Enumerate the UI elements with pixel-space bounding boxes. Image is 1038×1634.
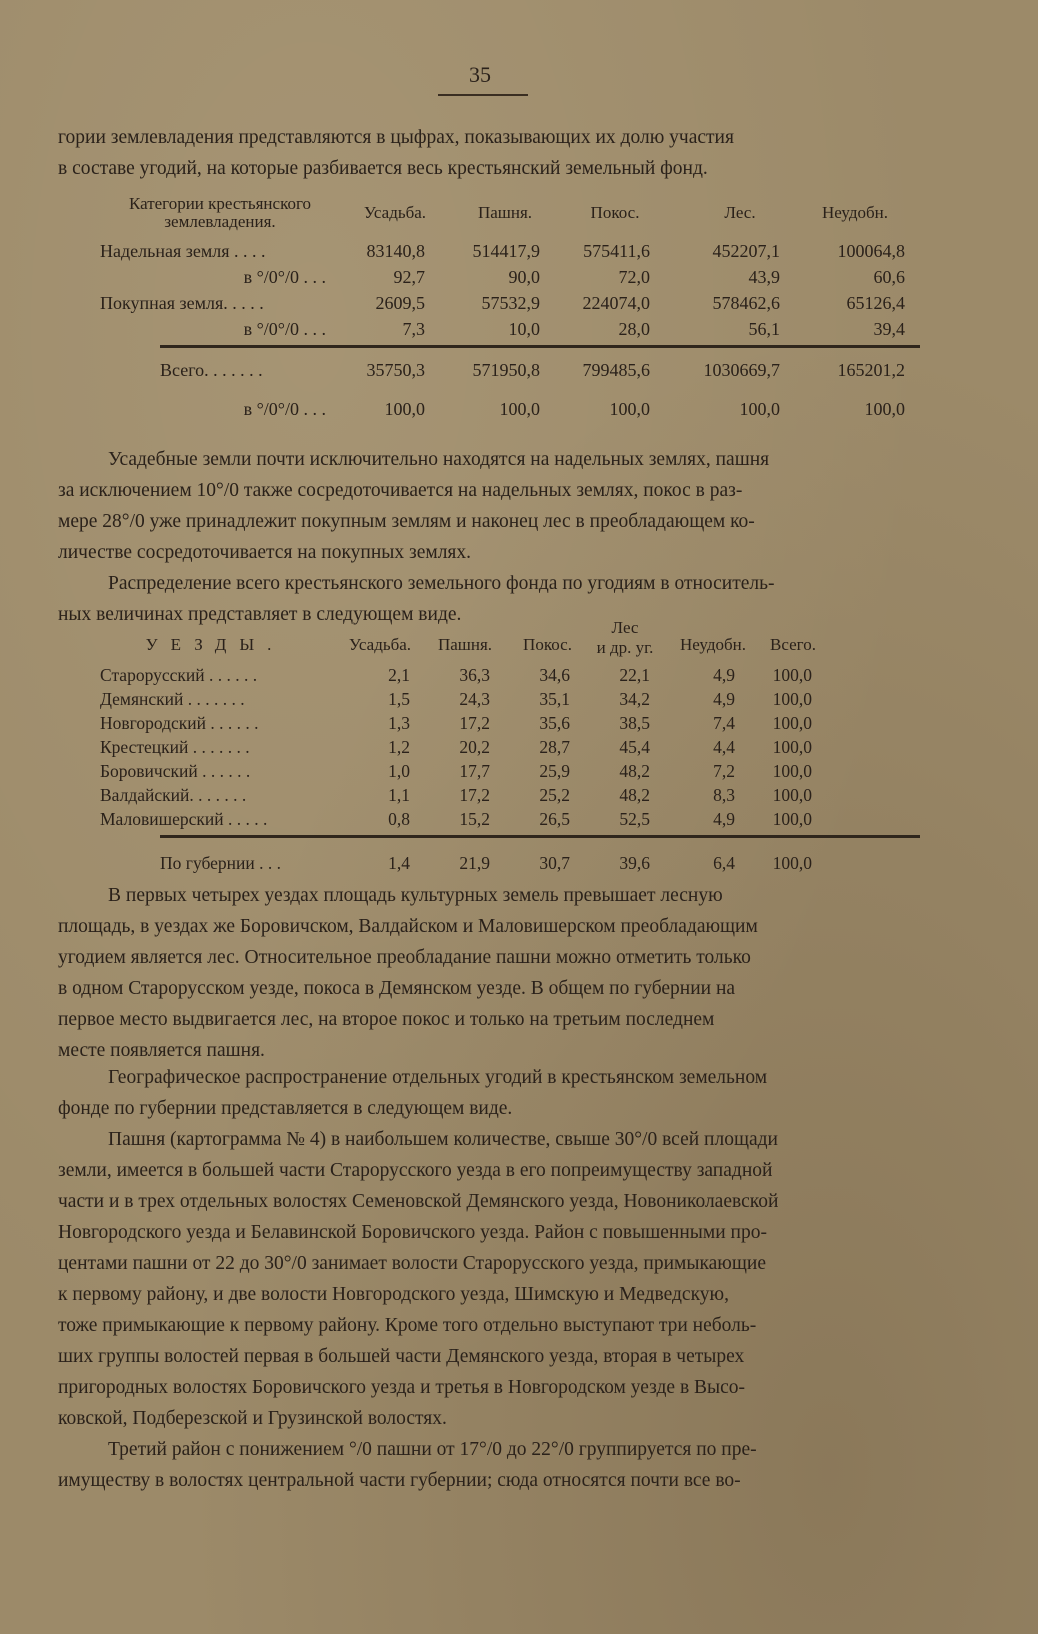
row-label: Всего. . . . . . .	[160, 360, 263, 380]
cell: 4,9	[713, 689, 735, 709]
text-line: фонде по губернии представляется в следующем виде.	[58, 1098, 513, 1119]
cell: 39,6	[619, 853, 650, 873]
text-line: Географическое распространение отдельных угодий в крестьянском земельном	[108, 1067, 768, 1088]
cell: 100,0	[384, 399, 425, 419]
row-label: в °/0°/0 . . .	[243, 319, 326, 339]
column-header-les: Лес и др. уг.	[596, 618, 654, 657]
text-line: месте появляется пашня.	[58, 1040, 265, 1061]
cell: 72,0	[618, 267, 650, 287]
table-row	[90, 241, 930, 267]
row-label: Старорусский . . . . . .	[100, 665, 258, 685]
cell: 10,0	[508, 319, 540, 339]
cell: 1030669,7	[703, 360, 780, 380]
table-total-pct-row	[90, 399, 930, 425]
cell: 21,9	[459, 853, 490, 873]
text-line: площадь, в уездах же Боровичском, Валдайском и Маловишерском преобладающим	[58, 916, 758, 937]
table-row	[90, 713, 930, 737]
cell: 83140,8	[366, 241, 425, 261]
text-line: центами пашни от 22 до 30°/0 занимает волости Старорусского уезда, примыкающие	[58, 1253, 766, 1274]
column-header: Пашня.	[437, 635, 493, 654]
table-row	[90, 267, 930, 293]
table-row	[90, 665, 930, 689]
cell: 514417,9	[472, 241, 540, 261]
cell: 7,2	[713, 761, 735, 781]
cell: 6,4	[713, 853, 735, 873]
cell: 575411,6	[583, 241, 650, 261]
cell: 1,2	[388, 737, 410, 757]
column-header: Покос.	[590, 203, 640, 222]
column-header-category: Категории крестьянского землевладения.	[128, 194, 312, 231]
cell: 100,0	[772, 761, 812, 781]
row-label: Валдайский. . . . . . .	[100, 785, 247, 805]
intro-paragraph	[58, 122, 928, 184]
row-label: Надельная земля . . . .	[100, 241, 266, 261]
cell: 20,2	[459, 737, 490, 757]
column-header: Усадьба.	[363, 203, 427, 222]
column-header: Пашня.	[477, 203, 533, 222]
row-label: Покупная земля. . . . .	[100, 293, 264, 313]
text-line: в составе угодий, на которые разбивается весь крестьянский земельный фонд.	[58, 158, 708, 179]
text-line: Пашня (картограмма № 4) в наибольшем количестве, свыше 30°/0 всей площади	[108, 1129, 778, 1150]
table-total-row	[90, 853, 930, 877]
cell: 34,6	[539, 665, 570, 685]
row-label: Демянский . . . . . . .	[100, 689, 245, 709]
row-label: Маловишерский . . . . .	[100, 809, 268, 829]
cell: 35,1	[539, 689, 570, 709]
cell: 28,0	[618, 319, 650, 339]
text-line: Третий район с понижением °/0 пашни от 17°/0 до 22°/0 группируется по пре-	[108, 1439, 757, 1460]
cell: 578462,6	[712, 293, 780, 313]
cell: 56,1	[748, 319, 780, 339]
cell: 2,1	[388, 665, 410, 685]
text-line: имуществу в волостях центральной части губернии; сюда относятся почти все во-	[58, 1470, 741, 1491]
cell: 90,0	[508, 267, 540, 287]
cell: 1,0	[388, 761, 410, 781]
table-row	[90, 809, 930, 833]
cell: 100,0	[772, 665, 812, 685]
cell: 571950,8	[472, 360, 540, 380]
cell: 100,0	[772, 785, 812, 805]
page-number: 35	[469, 62, 491, 87]
table-total-row	[90, 360, 930, 386]
cell: 36,3	[459, 665, 490, 685]
cell: 92,7	[393, 267, 425, 287]
cell: 43,9	[748, 267, 780, 287]
cell: 100,0	[609, 399, 650, 419]
row-label: Боровичский . . . . . .	[100, 761, 251, 781]
cell: 1,1	[388, 785, 410, 805]
row-label: в °/0°/0 . . .	[243, 267, 326, 287]
column-header: Покос.	[523, 635, 572, 654]
cell: 100,0	[499, 399, 540, 419]
cell: 2609,5	[375, 293, 425, 313]
row-label: Новгородский . . . . . .	[100, 713, 259, 733]
cell: 100,0	[772, 809, 812, 829]
text-line: за исключением 10°/0 также сосредоточивается на надельных землях, покос в раз-	[58, 480, 743, 501]
text-line: к первому району, и две волости Новгородского уезда, Шимскую и Медведскую,	[58, 1284, 729, 1305]
paragraph	[58, 568, 928, 630]
text-line: пригородных волостях Боровичского уезда и третья в Новгородском уезде в Высо-	[58, 1377, 746, 1398]
row-label: По губернии . . .	[160, 853, 281, 873]
cell: 22,1	[619, 665, 650, 685]
cell: 28,7	[539, 737, 570, 757]
cell: 1,3	[388, 713, 410, 733]
cell: 452207,1	[712, 241, 780, 261]
cell: 52,5	[619, 809, 650, 829]
text-line: ковской, Подберезской и Грузинской волостях.	[58, 1408, 447, 1429]
cell: 1,4	[388, 853, 410, 873]
text-line: земли, имеется в большей части Старорусского уезда в его попреимуществу западной	[58, 1160, 773, 1181]
text-line: в одном Старорусском уезде, покоса в Демянском уезде. В общем по губернии на	[58, 978, 736, 999]
cell: 7,4	[713, 713, 735, 733]
text-line: Новгородского уезда и Белавинской Боровичского уезда. Район с повышенными про-	[58, 1222, 767, 1243]
paragraph	[58, 444, 928, 568]
text-line: личестве сосредоточивается на покупных землях.	[58, 542, 472, 563]
cell: 100,0	[772, 713, 812, 733]
column-header: Усадьба.	[348, 635, 412, 654]
cell: 45,4	[619, 737, 650, 757]
cell: 17,2	[459, 785, 490, 805]
table-row	[90, 293, 930, 319]
column-header: Неудобн.	[680, 635, 746, 654]
cell: 57532,9	[481, 293, 540, 313]
cell: 100,0	[864, 399, 905, 419]
cell: 100,0	[772, 853, 812, 873]
cell: 4,9	[713, 665, 735, 685]
column-header-uezd: УЕЗДЫ.	[145, 635, 285, 654]
column-header: Неудобн.	[822, 203, 888, 222]
cell: 799485,6	[582, 360, 650, 380]
text-line: гории землевладения представляются в цыфрах, показывающих их долю участия	[58, 127, 734, 148]
column-header: Всего.	[770, 635, 816, 654]
cell: 48,2	[619, 785, 650, 805]
cell: 35750,3	[366, 360, 425, 380]
table-rule	[160, 345, 920, 348]
paragraph	[58, 1124, 928, 1434]
cell: 39,4	[873, 319, 905, 339]
table-row	[90, 319, 930, 345]
cell: 7,3	[402, 319, 425, 339]
cell: 25,9	[539, 761, 570, 781]
cell: 100,0	[772, 737, 812, 757]
text-line: Распределение всего крестьянского земельного фонда по угодиям в относитель-	[108, 573, 775, 594]
cell: 26,5	[539, 809, 570, 829]
paragraph	[58, 1062, 928, 1124]
paragraph	[58, 1434, 928, 1496]
cell: 17,2	[459, 713, 490, 733]
cell: 0,8	[388, 809, 410, 829]
cell: 15,2	[459, 809, 490, 829]
cell: 65126,4	[846, 293, 905, 313]
text-line: угодием является лес. Относительное преобладание пашни можно отметить только	[58, 947, 751, 968]
row-label: Крестецкий . . . . . . .	[100, 737, 250, 757]
table-row	[90, 737, 930, 761]
cell: 60,6	[873, 267, 905, 287]
table-row	[90, 785, 930, 809]
cell: 224074,0	[582, 293, 650, 313]
cell: 34,2	[619, 689, 650, 709]
text-line: первое место выдвигается лес, на второе покос и только на третьим последнем	[58, 1009, 715, 1030]
cell: 165201,2	[837, 360, 905, 380]
text-line: В первых четырех уездах площадь культурных земель превышает лесную	[108, 885, 723, 906]
cell: 100064,8	[837, 241, 905, 261]
cell: 30,7	[539, 853, 570, 873]
paragraph	[58, 880, 928, 1066]
cell: 4,4	[713, 737, 735, 757]
cell: 100,0	[772, 689, 812, 709]
cell: 17,7	[459, 761, 490, 781]
table-row	[90, 689, 930, 713]
text-line: ших группы волостей первая в большей части Демянского уезда, вторая в четырех	[58, 1346, 745, 1367]
text-line: ных величинах представляет в следующем виде.	[58, 604, 462, 625]
page-number-rule	[438, 94, 528, 96]
cell: 38,5	[619, 713, 650, 733]
column-header: Лес.	[724, 203, 756, 222]
text-line: мере 28°/0 уже принадлежит покупным землям и наконец лес в преобладающем ко-	[58, 511, 755, 532]
text-line: Усадебные земли почти исключительно находятся на надельных землях, пашня	[108, 449, 770, 470]
table-row	[90, 761, 930, 785]
table-rule	[160, 835, 920, 838]
cell: 25,2	[539, 785, 570, 805]
cell: 24,3	[459, 689, 490, 709]
cell: 4,9	[713, 809, 735, 829]
cell: 100,0	[739, 399, 780, 419]
text-line: части и в трех отдельных волостях Семеновской Демянского уезда, Новониколаевской	[58, 1191, 779, 1212]
cell: 35,6	[539, 713, 570, 733]
row-label: в °/0°/0 . . .	[243, 399, 326, 419]
cell: 8,3	[713, 785, 735, 805]
text-line: тоже примыкающие к первому району. Кроме того отдельно выступают три неболь-	[58, 1315, 757, 1336]
cell: 1,5	[388, 689, 410, 709]
cell: 48,2	[619, 761, 650, 781]
